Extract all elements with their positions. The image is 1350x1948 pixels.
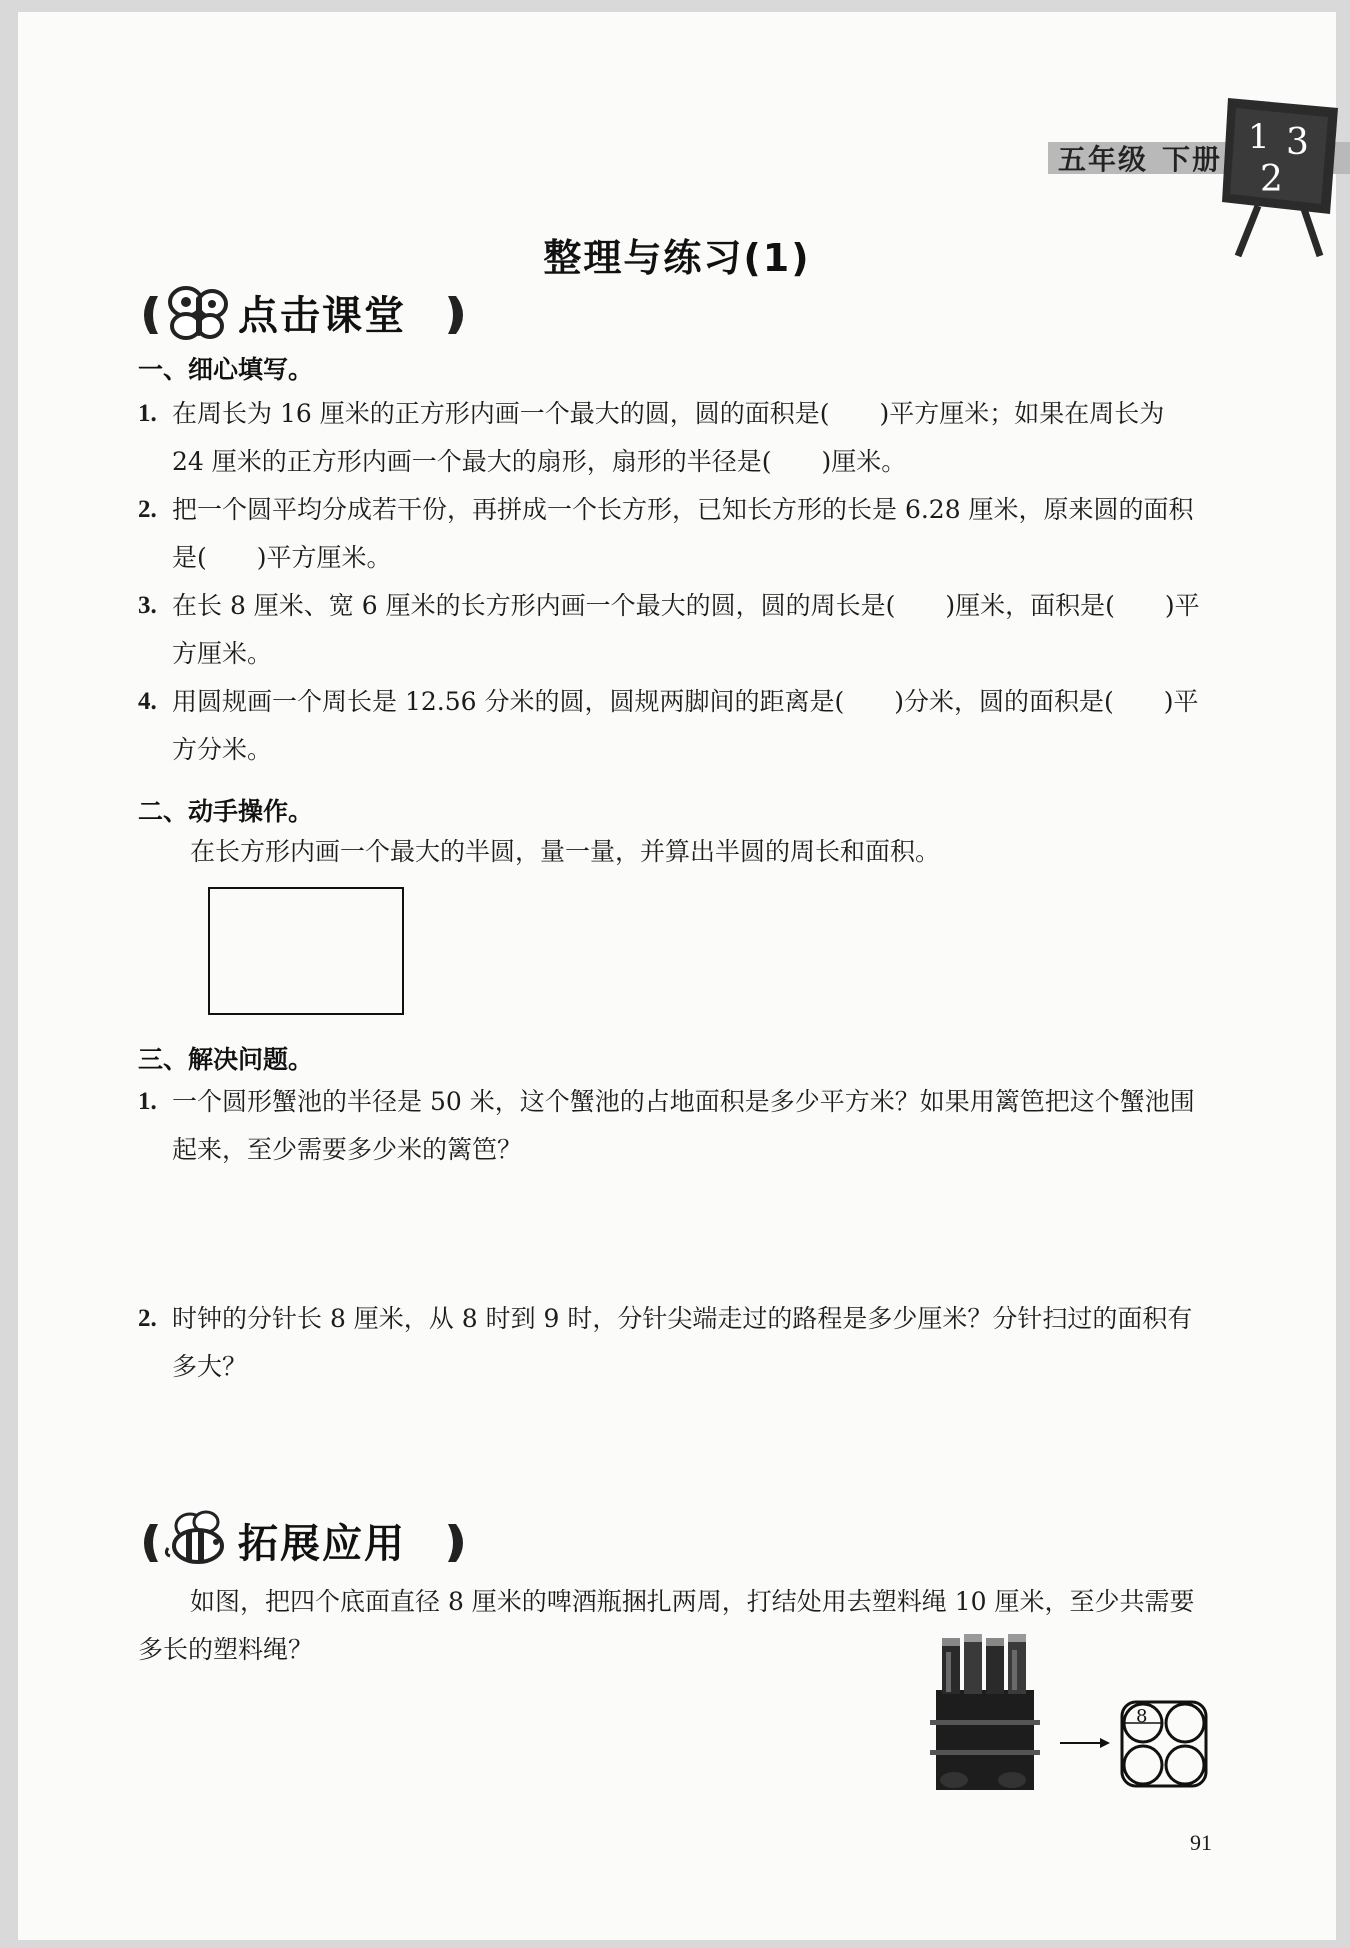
workbook-page bbox=[18, 12, 1336, 1940]
grade-text: 五年级 bbox=[1058, 143, 1149, 176]
beer-bottles-figure bbox=[928, 1620, 1218, 1800]
question-text: 时钟的分针长 8 厘米，从 8 时到 9 时，分针尖端走过的路程是多少厘米？分针扫过的面积有多大？ bbox=[172, 1304, 1193, 1381]
question-text: 在周长为 16 厘米的正方形内画一个最大的圆，圆的面积是( )平方厘米；如果在周长为 24 厘米的正方形内画一个最大的扇形，扇形的半径是( )厘米。 bbox=[172, 399, 1165, 476]
part2-heading: 二、动手操作。 bbox=[138, 797, 314, 826]
question-number: 1. bbox=[138, 1088, 157, 1115]
question-number: 4. bbox=[138, 688, 157, 715]
question-text: 在长 8 厘米、宽 6 厘米的长方形内画一个最大的圆，圆的周长是( )厘米，面积是( )平方厘米。 bbox=[172, 591, 1200, 668]
question-text: 一个圆形蟹池的半径是 50 米，这个蟹池的占地面积是多少平方米？如果用篱笆把这个蟹池围起来，至少需要多少米的篱笆？ bbox=[172, 1087, 1195, 1164]
question-text: 用圆规画一个周长是 12.56 分米的圆，圆规两脚间的距离是( )分米，圆的面积是( )平方分米。 bbox=[172, 687, 1199, 764]
extension-problem-text: 如图，把四个底面直径 8 厘米的啤酒瓶捆扎两周，打结处用去塑料绳 10 厘米，至少共需要多长的塑料绳？ bbox=[138, 1587, 1195, 1664]
bee-icon bbox=[160, 1508, 236, 1568]
part2-instruction: 在长方形内画一个最大的半圆，量一量，并算出半圆的周长和面积。 bbox=[190, 837, 941, 866]
section-banner-label: 拓展应用 bbox=[238, 1521, 406, 1567]
drawing-rectangle bbox=[208, 887, 404, 1015]
butterfly-icon bbox=[164, 282, 234, 342]
page-title: 整理与练习(1) bbox=[543, 236, 811, 280]
question-number: 1. bbox=[138, 400, 157, 427]
question-number: 2. bbox=[138, 1305, 157, 1332]
badge-digit: 3 bbox=[1286, 122, 1309, 163]
bottle-bundle bbox=[930, 1634, 1040, 1790]
question-number: 3. bbox=[138, 592, 157, 619]
part3-heading: 三、解决问题。 bbox=[138, 1045, 314, 1074]
section-banner-label: 点击课堂 bbox=[238, 293, 406, 339]
question-text: 把一个圆平均分成若干份，再拼成一个长方形，已知长方形的长是 6.28 厘米，原来圆的面积是( )平方厘米。 bbox=[172, 495, 1194, 572]
badge-digit: 2 bbox=[1260, 159, 1283, 200]
grade-label bbox=[1058, 138, 1222, 178]
page-number: 91 bbox=[1190, 1830, 1212, 1855]
top-view-diagram bbox=[1122, 1702, 1206, 1786]
part1-heading: 一、细心填写。 bbox=[138, 355, 314, 384]
section-banner-extension bbox=[138, 1508, 478, 1568]
volume-text: 下册 bbox=[1162, 143, 1223, 176]
diameter-label: 8 bbox=[1136, 1706, 1148, 1727]
question-number: 2. bbox=[138, 496, 157, 523]
badge-digit: 1 bbox=[1248, 117, 1270, 157]
section-banner-classroom bbox=[138, 280, 478, 340]
